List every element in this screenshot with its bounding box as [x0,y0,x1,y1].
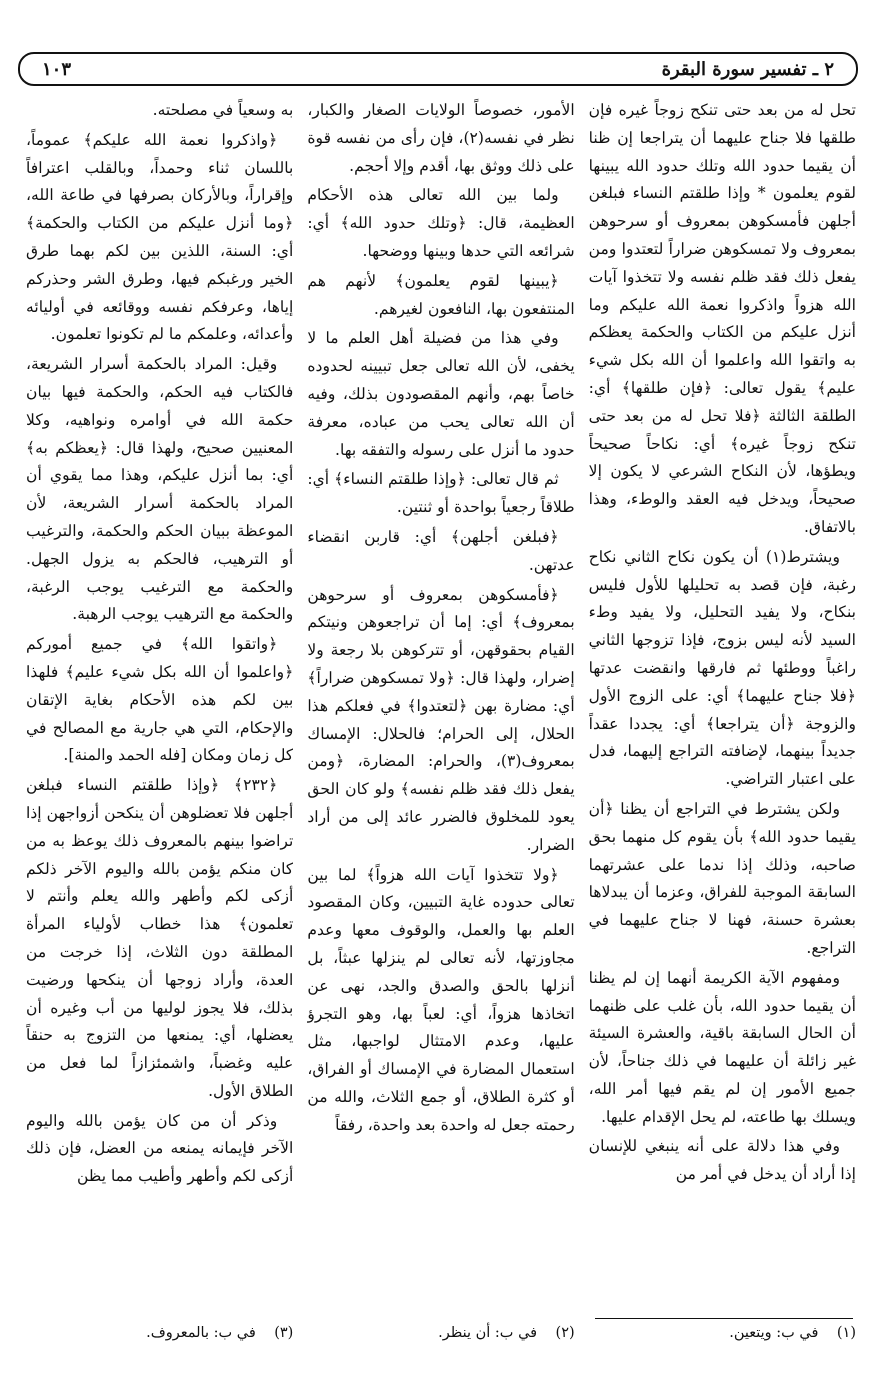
paragraph: الأمور، خصوصاً الولايات الصغار والكبار، نظر في نفسه(٢)، فإن رأى من نفسه قوة على ذلك ووثق بها، أقدم وإلا أحجم. [307,101,575,175]
running-title: ٢ ـ تفسير سورة البقرة [661,58,834,80]
paragraph: تحل له من بعد حتى تنكح زوجاً غيره فإن طلقها فلا جناح عليهما أن يتراجعا إن ظنا أن يقيما حدود الله وتلك حدود الله يبينها لقوم يعلمون * وإذا طلقتم النساء فبلغن أجلهن فأمسكوهن بمعروف أو سرحوهن بمعروف ولا تمسكوهن ضراراً لتعتدوا ومن يفعل ذلك فقد ظلم نفسه ولا تتخذوا آيات الله هزواً واذكروا نعمة الله عليكم وما أنزل عليكم من الكتاب والحكمة يعظكم به واتقوا الله واعلموا أن الله بكل شيء عليم﴾ يقول تعالى: ﴿فإن طلقها﴾ أي: الطلقة الثالثة ﴿فلا تحل له من بعد حتى تنكح زوجاً غيره﴾ أي: نكاحاً صحيحاً ويطؤها، لأن النكاح الشرعي لا يكون إلا صحيحاً، ويدخل فيه العقد والوطء، وهذا بالاتفاق. [588,101,856,536]
footnote-marker: (٢) [555,1325,575,1341]
page-number: ١٠٣ [42,58,72,80]
footnote-divider [595,1318,853,1319]
paragraph: ﴿فأمسكوهن بمعروف أو سرحوهن بمعروف﴾ أي: إما أن تراجعوهن ونيتكم القيام بحقوقهن، أو تتركوهن بلا رجعة ولا إضرار، ولهذا قال: ﴿ولا تمسكوهن ضراراً﴾ أي: مضارة بهن ﴿لتعتدوا﴾ في فعلكم هذا الحلال، إلى الحرام؛ فالحلال: الإمساك بمعروف(٣)، والحرام: المضارة، ﴿ومن يفعل ذلك فقد ظلم نفسه﴾ ولو كان الحق يعود للمخلوق فالضرر عائد إلى من أراد الضرار. [307,585,575,854]
footnote-1 [589,1325,856,1351]
footnote-3 [26,1325,293,1351]
text-columns [26,97,856,1307]
paragraph: ﴿فبلغن أجلهن﴾ أي: قاربن انقضاء عدتهن. [307,527,575,574]
paragraph: ولكن يشترط في التراجع أن يظنا ﴿أن يقيما حدود الله﴾ بأن يقوم كل منهما بحق صاحبه، وذلك إذا ندما على عشرتهما السابقة الموجبة للفراق، وعزما أن يبدلاها بعشرة حسنة، فهنا لا جناح عليهما في التراجع. [588,799,856,957]
paragraph: ﴿ولا تتخذوا آيات الله هزواً﴾ لما بين تعالى حدوده غاية التبيين، وكان المقصود العلم بها والعمل، والوقوف معها وعدم مجاوزتها، لأنه تعالى لم ينزلها عبثاً، بل أنزلها بالحق والصدق والجد، نهى عن اتخاذها هزواً، أي: لعباً بها، وهو التجرؤ عليها، وعدم الامتثال لواجبها، مثل استعمال المضارة في الإمساك أو الفراق، أو كثرة الطلاق، أو جمع الثلاث، والله من رحمته جعل له واحدة بعد واحدة، رفقاً [307,865,575,1134]
paragraph: ﴿يبينها لقوم يعلمون﴾ لأنهم هم المنتفعون بها، النافعون لغيرهم. [307,271,575,318]
column-middle [307,97,574,1307]
footnote-2 [307,1325,574,1351]
paragraph: وفي هذا دلالة على أنه ينبغي للإنسان إذا أراد أن يدخل في أمر من [588,1137,856,1184]
footnote-marker: (١) [836,1325,856,1341]
paragraph: ثم قال تعالى: ﴿وإذا طلقتم النساء﴾ أي: طلاقاً رجعياً بواحدة أو ثنتين. [307,470,575,517]
footnote-marker: (٣) [274,1325,294,1341]
page-header [18,52,858,86]
paragraph: وقيل: المراد بالحكمة أسرار الشريعة، فالكتاب فيه الحكم، والحكمة فيها بيان حكمة الله في أوامره ونواهيه، وكلا المعنيين صحيح، ولهذا قال: ﴿يعظكم به﴾ أي: بما أنزل عليكم، وهذا مما يقوي أن المراد بالحكمة أسرار الشريعة، لأن الموعظة ببيان الحكم والحكمة، والترغيب أو الترهيب، فالحكم به يزول الجهل. والحكمة مع الترغيب يوجب الرغبة، والحكمة مع الترهيب يوجب الرهبة. [26,355,294,624]
footnote-text: في ب: بالمعروف. [146,1325,256,1341]
paragraph: به وسعياً في مصلحته. [152,101,294,119]
footnote-text: في ب: أن ينظر. [438,1325,538,1341]
paragraph: ﴿واتقوا الله﴾ في جميع أموركم ﴿واعلموا أن الله بكل شيء عليم﴾ فلهذا بين لكم هذه الأحكام بغاية الإتقان والإحكام، التي هي جارية مع المصالح في كل زمان ومكان [فله الحمد والمنة]. [26,635,294,765]
paragraph: وذكر أن من كان يؤمن بالله واليوم الآخر فإيمانه يمنعه من العضل، فإن ذلك أزكى لكم وأطهر وأطيب مما يظن [26,1111,294,1186]
column-right [589,97,856,1307]
paragraph: ومفهوم الآية الكريمة أنهما إن لم يظنا أن يقيما حدود الله، بأن غلب على ظنهما أن الحال السابقة باقية، والعشرة السيئة غير زائلة أن عليهما في ذلك جناحاً، لأن جميع الأمور إن لم يقم فيها أمر الله، ويسلك بها طاعته، لم يحل الإقدام عليها. [588,968,856,1126]
footnotes [26,1325,856,1351]
paragraph: وفي هذا من فضيلة أهل العلم ما لا يخفى، لأن الله تعالى جعل تبيينه لحدوده خاصاً بهم، وأنهم المقصودون بذلك، وفيه أن الله تعالى يحب من عباده، معرفة حدود ما أنزل على رسوله والتفقه بها. [307,329,575,459]
column-left [26,97,293,1307]
paragraph: ولما بين الله تعالى هذه الأحكام العظيمة، قال: ﴿وتلك حدود الله﴾ أي: شرائعه التي حدها وبينها ووضحها. [307,186,575,260]
paragraph: ويشترط(١) أن يكون نكاح الثاني نكاح رغبة، فإن قصد به تحليلها للأول فليس بنكاح، ولا يفيد التحليل، ولا يفيد وطء السيد لأنه ليس بزوج، فإذا تزوجها الثاني راغباً ووطئها ثم فارقها وانقضت عدتها ﴿فلا جناح عليهما﴾ أي: على الزوج الأول والزوجة ﴿أن يتراجعا﴾ أي: يجددا عقداً جديداً بينهما، لإضافته التراجع إليهما، فدل على اعتبار التراضي. [588,547,856,789]
footnote-text: في ب: ويتعين. [729,1325,819,1341]
paragraph: ﴿واذكروا نعمة الله عليكم﴾ عموماً، باللسان ثناء وحمداً، وبالقلب اعترافاً وإقراراً، وبالأركان بصرفها في طاعة الله، ﴿وما أنزل عليكم من الكتاب والحكمة﴾ أي: السنة، اللذين بين لكم بهما طرق الخير ورغبكم فيها، وطرق الشر وحذركم إياها، وعرفكم نفسه ووقائعه في أوليائه وأعدائه، وعلمكم ما لم تكونوا تعلمون. [26,130,294,344]
paragraph: ﴿٢٣٢﴾ ﴿وإذا طلقتم النساء فبلغن أجلهن فلا تعضلوهن أن ينكحن أزواجهن إذا تراضوا بينهم بالمعروف ذلك يوعظ به من كان منكم يؤمن بالله واليوم الآخر ذلكم أزكى لكم وأطهر والله يعلم وأنتم لا تعلمون﴾ هذا خطاب لأولياء المرأة المطلقة دون الثلاث، إذا خرجت من العدة، وأراد زوجها أن ينكحها ورضيت بذلك، فلا يجوز لوليها من أب وغيره أن يعضلها، أي: يمنعها من التزوج به حنقاً عليه وغضباً، واشمئزازاً لما فعل من الطلاق الأول. [26,776,294,1100]
